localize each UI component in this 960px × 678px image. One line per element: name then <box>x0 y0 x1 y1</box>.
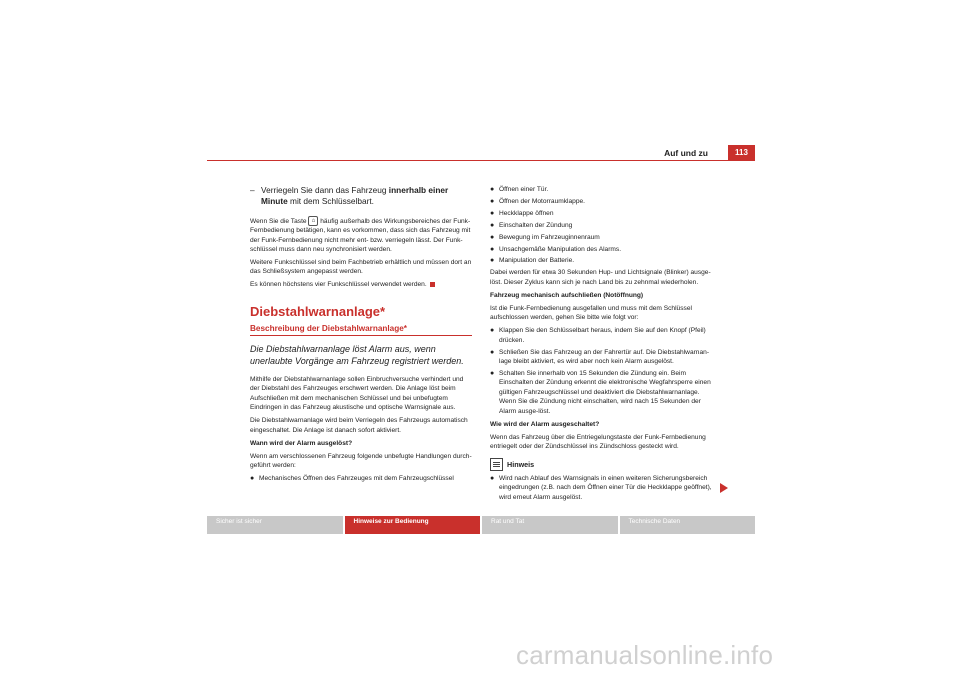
paragraph-purpose: Mithilfe der Diebstahlwarnanlage sollen Einbruchversuche verhindert und der Diebstahl des Fahrzeuges erschwert werden. Die Anlage löst beim Aufschließen mit dem mechanischen Schlüssel und bei unbefugtem Eindringen in das Fahrzeug akustische und optische Warnsignale aus. <box>250 376 464 412</box>
bullet-icon: ● <box>490 348 495 356</box>
bullet-icon: ● <box>490 221 495 229</box>
paragraph-mech: Ist die Funk-Fernbedienung ausgefallen und muss mit dem Schlüssel aufschlossen werden, gehen Sie bitte wie folgt vor: <box>490 305 692 322</box>
list-item-text: Schalten Sie innerhalb von 15 Sekunden die Zündung ein. Beim Einschalten der Zündung erkennt die elektronische Wegfahrsperre einen gültigen Fahrzeugschlüssel und deaktiviert die Diebstahlwarnanlage. Wenn Sie die Zündung nicht einschalten, wird nach 15 Sekunden der Alarm ausge-löst. <box>499 370 711 415</box>
note-title: Hinweis <box>507 459 535 469</box>
bullet-icon: ● <box>490 370 495 377</box>
list-item-text: Unsachgemäße Manipulation des Alarms. <box>499 245 622 253</box>
note-icon <box>490 458 503 471</box>
paragraph-extra-keys: Weitere Funkschlüssel sind beim Fachbetrieb erhältlich und müssen dort an das Schließsystem angepasst werden. <box>250 258 472 276</box>
step-dash: – <box>250 185 255 195</box>
paragraph-sync <box>250 216 472 254</box>
list-item-text: Wird nach Ablauf des Warnsignals in einen weiteren Sicherungsbereich eingedrungen (z.B. nach dem Öffnen einer Tür die Heckklappe geöffnet), wird erneut Alarm ausgelöst. <box>499 474 712 501</box>
bullet-icon: ● <box>490 197 495 205</box>
list-item <box>490 185 718 194</box>
note-heading <box>490 458 718 471</box>
bullet-icon: ● <box>250 475 255 483</box>
tab-rat-und-tat[interactable]: Rat und Tat <box>482 516 618 534</box>
list-item-text: Einschalten der Zündung <box>499 221 573 229</box>
header-title: Auf und zu <box>664 148 708 158</box>
paragraph-sync-start: Wenn Sie die Taste <box>250 217 309 225</box>
list-item <box>490 245 718 254</box>
list-item <box>250 474 472 483</box>
list-item <box>490 326 718 345</box>
tab-technische-daten[interactable]: Technische Daten <box>620 516 756 534</box>
left-column <box>250 185 472 486</box>
step-text-end: mit dem Schlüsselbart. <box>287 196 374 206</box>
list-item-text: Mechanisches Öffnen des Fahrzeuges mit dem Fahrzeugschlüssel <box>259 475 454 483</box>
alarm-heading: Wann wird der Alarm ausgelöst? <box>250 439 353 447</box>
paragraph-sync-end: häufig außerhalb des Wirkungsbereiches der Funk-Fernbedienung betätigen, kann es vorkommen, dass sich das Fahrzeug mit der Funk-Fernbedienung nicht mehr ent- bzw. verriegeln lässt. Der Funk-schlüssel muss dann neu synchronisiert werden. <box>250 217 471 253</box>
subsection-title: Beschreibung der Diebstahlwarnanlage* <box>250 324 472 336</box>
paragraph-signals: Dabei werden für etwa 30 Sekunden Hup- und Lichtsignale (Blinker) ausge-löst. Dieser Zyklus kann sich je nach Land bis zu zehnmal wiederholen. <box>490 269 711 286</box>
page-number-badge: 113 <box>728 145 755 161</box>
list-item <box>490 197 718 206</box>
step-text-bold: innerhalb einer Minute <box>261 185 449 206</box>
step-text <box>261 185 472 207</box>
bullet-icon: ● <box>490 209 495 217</box>
list-item <box>490 233 718 242</box>
paragraph-alarm-off: Wenn das Fahrzeug über die Entriegelungstaste der Funk-Fernbedienung entriegelt oder der Zündschlüssel ins Zündschloss gesteckt wird. <box>490 433 706 451</box>
lock-key-icon: ⌂ <box>308 216 318 226</box>
step-text-start: Verriegeln Sie dann das Fahrzeug <box>261 185 389 195</box>
list-item-text: Öffnen einer Tür. <box>499 186 549 193</box>
paragraph-actions: Wenn am verschlossenen Fahrzeug folgende unbefugte Handlungen durch-geführt werden: <box>250 452 472 470</box>
list-item-text: Schließen Sie das Fahrzeug an der Fahrertür auf. Die Diebstahlwarnan-lage bleibt aktiviert, es wird aber noch kein Alarm ausgelöst. <box>499 348 710 366</box>
bullet-icon: ● <box>490 474 495 482</box>
end-of-section-icon <box>430 282 435 287</box>
mech-heading: Fahrzeug mechanisch aufschließen (Notöffnung) <box>490 292 644 300</box>
bullet-icon: ● <box>490 233 495 241</box>
right-column <box>490 185 718 504</box>
list-item-text: Bewegung im Fahrzeuginnenraum <box>499 233 600 241</box>
tab-sicher-ist-sicher[interactable]: Sicher ist sicher <box>207 516 343 534</box>
list-item <box>490 348 718 367</box>
next-page-arrow-icon[interactable] <box>720 483 728 493</box>
bullet-icon: ● <box>490 245 495 253</box>
footer-nav <box>207 516 755 534</box>
alarm-off-heading: Wie wird der Alarm ausgeschaltet? <box>490 421 600 429</box>
list-item <box>490 369 718 416</box>
watermark: carmanualsonline.info <box>516 640 774 670</box>
tab-hinweise-zur-bedienung[interactable]: Hinweise zur Bedienung <box>345 516 481 534</box>
list-item-text: Öffnen der Motorraumklappe. <box>499 197 586 205</box>
bullet-icon: ● <box>490 186 495 193</box>
paragraph-activation: Die Diebstahlwarnanlage wird beim Verriegeln des Fahrzeugs automatisch eingeschaltet. Die Anlage ist danach sofort aktiviert. <box>250 417 468 434</box>
step-item <box>250 185 472 207</box>
list-item <box>490 209 718 218</box>
paragraph-max-keys-text: Es können höchstens vier Funkschlüssel verwendet werden. <box>250 281 427 289</box>
list-item-text: Klappen Sie den Schlüsselbart heraus, indem Sie auf den Knopf (Pfeil) drücken. <box>499 327 706 344</box>
header-rule <box>207 160 755 161</box>
section-title: Diebstahlwarnanlage* <box>250 303 386 319</box>
list-item-text: Heckklappe öffnen <box>499 209 554 217</box>
bullet-icon: ● <box>490 327 495 335</box>
list-item-text: Manipulation der Batterie. <box>499 257 575 265</box>
paragraph-max-keys <box>250 280 472 289</box>
bullet-icon: ● <box>490 257 495 265</box>
list-item <box>490 474 718 502</box>
list-item <box>490 256 718 265</box>
list-item <box>490 221 718 230</box>
lead-text: Die Diebstahlwarnanlage löst Alarm aus, wenn unerlaubte Vorgänge am Fahrzeug registriert werden. <box>250 344 464 366</box>
